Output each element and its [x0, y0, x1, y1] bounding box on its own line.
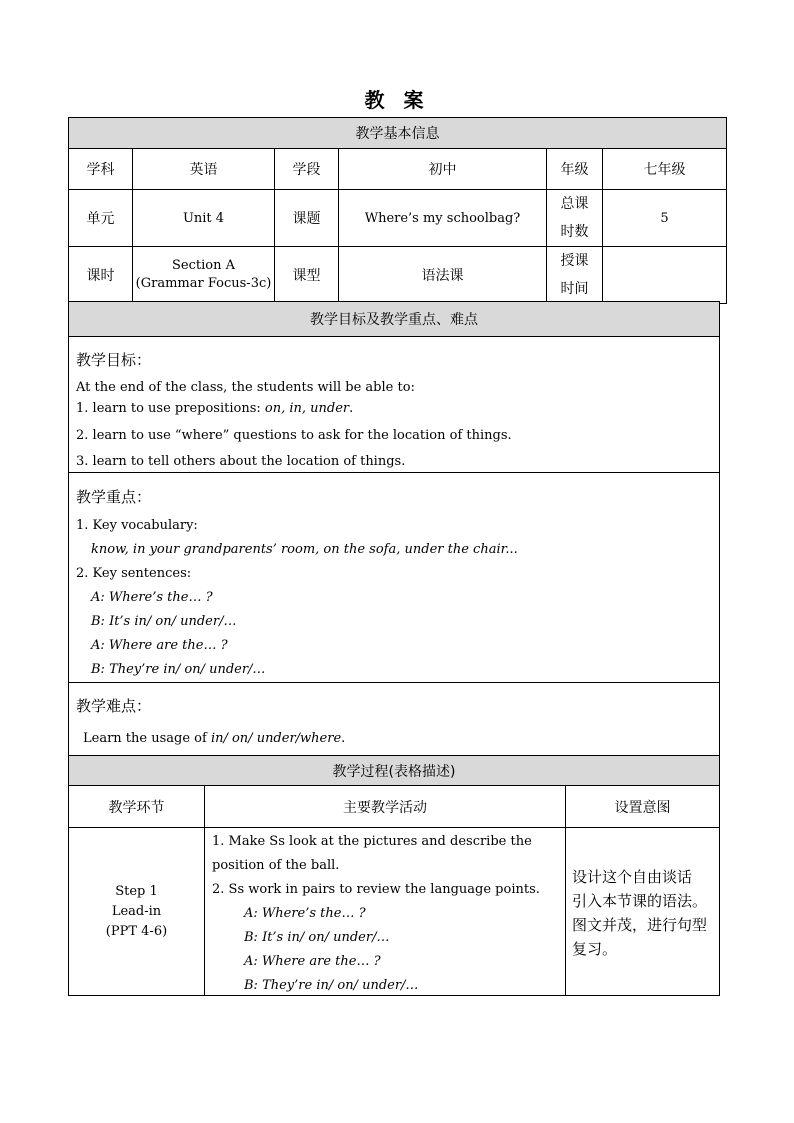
dialogue-line: A: Where’s the… ? [244, 906, 366, 921]
stage-value: 初中 [339, 149, 547, 190]
subject-value: 英语 [133, 149, 275, 190]
activity-line: 1. Make Ss look at the pictures and describe the [212, 834, 532, 849]
key-points-title: 教学重点： [76, 488, 152, 506]
unit-label: 单元 [69, 190, 133, 247]
period-label: 课时 [69, 247, 133, 304]
unit-value: Unit 4 [133, 190, 275, 247]
objective-3: 3. learn to tell others about the location of things. [76, 454, 406, 469]
key-vocab-label: 1. Key vocabulary: [76, 518, 198, 533]
subject-label: 学科 [69, 149, 133, 190]
process-header: 教学过程(表格描述) [69, 756, 720, 786]
dialogue-line: B: It’s in/ on/ under/… [244, 930, 390, 945]
stage-label: 学段 [275, 149, 339, 190]
col-header-intent: 设置意图 [566, 786, 720, 828]
grade-label: 年级 [547, 149, 603, 190]
total-periods-value: 5 [603, 190, 727, 247]
difficult-points-cell [69, 683, 720, 756]
difficult-points-title: 教学难点： [76, 697, 152, 715]
teaching-time-value [603, 247, 727, 304]
key-sentence: A: Where are the… ? [91, 638, 228, 653]
objectives-cell [69, 337, 720, 473]
key-sentence: B: It’s in/ on/ under/… [91, 614, 237, 629]
document-title: 教 案 [364, 88, 430, 112]
topic-label: 课题 [275, 190, 339, 247]
goals-table [68, 301, 720, 786]
basic-info-header: 教学基本信息 [69, 118, 727, 149]
lesson-type-label: 课型 [275, 247, 339, 304]
process-table [68, 785, 720, 996]
difficult-points-text: Learn the usage of in/ on/ under/where. [83, 731, 346, 746]
objective-2: 2. learn to use “where” questions to ask for the location of things. [76, 428, 512, 443]
intent-line: 设计这个自由谈话 [572, 868, 693, 886]
grade-value: 七年级 [603, 149, 727, 190]
key-sentence: B: They’re in/ on/ under/… [91, 662, 266, 677]
objective-1: 1. learn to use prepositions: on, in, under. [76, 401, 354, 416]
step1-stage: Step 1 Lead-in (PPT 4-6) [69, 828, 205, 996]
key-vocab: know, in your grandparents’ room, on the sofa, under the chair... [91, 542, 518, 557]
step1-activities [205, 828, 566, 996]
activity-line: 2. Ss work in pairs to review the language points. [212, 882, 540, 897]
total-periods-label: 总课 时数 [547, 190, 603, 247]
key-sentences-label: 2. Key sentences: [76, 566, 192, 581]
intent-line: 图文并茂，进行句型 [572, 916, 708, 934]
activity-line: position of the ball. [212, 858, 340, 873]
period-value: Section A (Grammar Focus-3c) [133, 247, 275, 304]
dialogue-line: A: Where are the… ? [244, 954, 381, 969]
key-points-cell [69, 473, 720, 683]
topic-value: Where’s my schoolbag? [339, 190, 547, 247]
step1-intent [566, 828, 720, 996]
goals-header: 教学目标及教学重点、难点 [69, 302, 720, 337]
objectives-intro: At the end of the class, the students will be able to: [76, 380, 415, 395]
basic-info-table [68, 117, 727, 304]
objectives-title: 教学目标： [76, 351, 152, 369]
col-header-activities: 主要教学活动 [205, 786, 566, 828]
col-header-stage: 教学环节 [69, 786, 205, 828]
teaching-time-label: 授课 时间 [547, 247, 603, 304]
intent-line: 复习。 [572, 940, 618, 958]
dialogue-line: B: They’re in/ on/ under/… [244, 978, 419, 993]
key-sentence: A: Where’s the… ? [91, 590, 213, 605]
intent-line: 引入本节课的语法。 [572, 892, 708, 910]
lesson-type-value: 语法课 [339, 247, 547, 304]
